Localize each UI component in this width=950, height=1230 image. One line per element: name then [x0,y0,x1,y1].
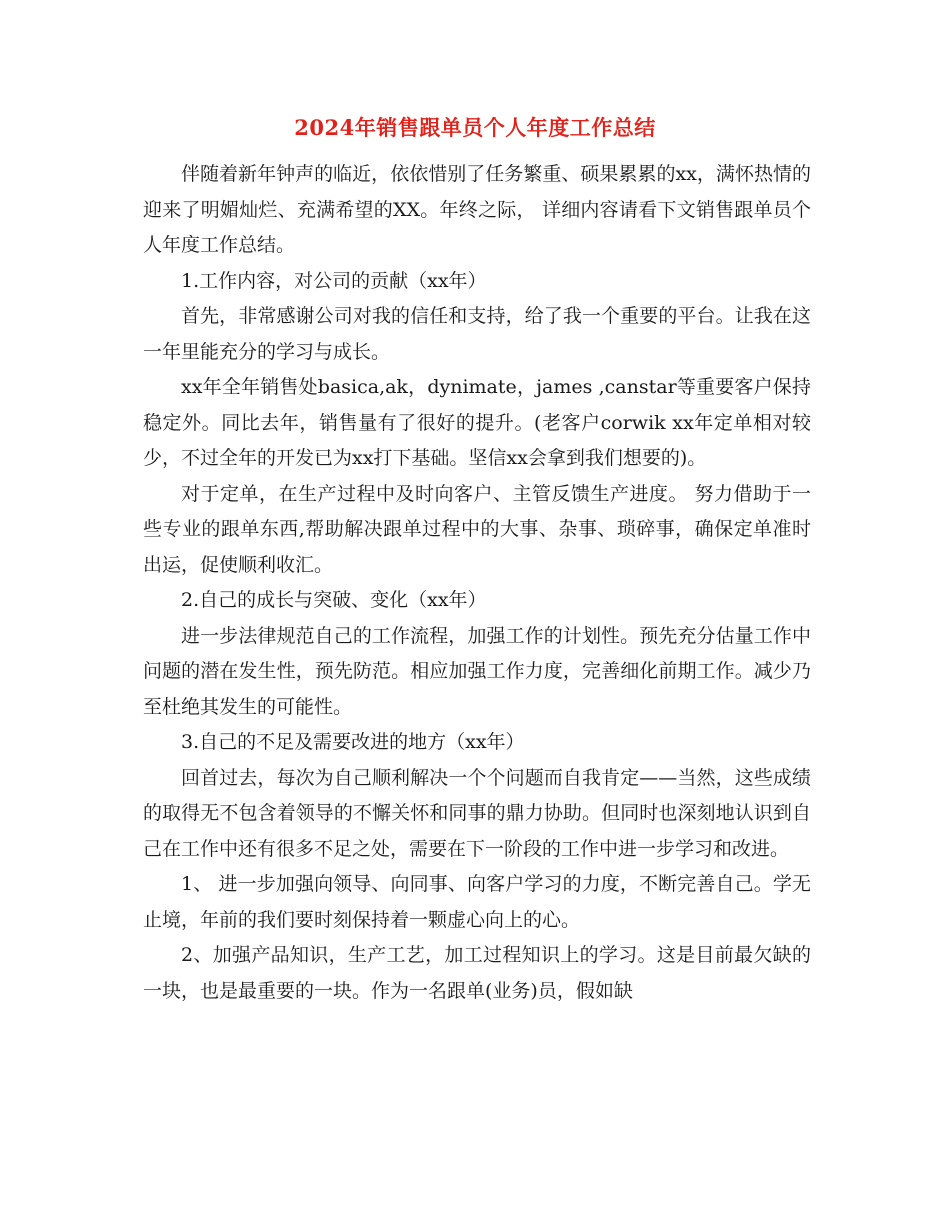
list-item: 1、 进一步加强向领导、向同事、向客户学习的力度，不断完善自己。学无止境，年前的我们要时刻保持着一颗虚心向上的心。 [143,873,811,931]
paragraph: 进一步法律规范自己的工作流程，加强工作的计划性。预先充分估量工作中问题的潜在发生性，预先防范。相应加强工作力度，完善细化前期工作。减少乃至杜绝其发生的可能性。 [143,624,811,718]
paragraph-intro: 伴随着新年钟声的临近，依依惜别了任务繁重、硕果累累的xx，满怀热情的迎来了明媚灿烂、充满希望的XX。年终之际， 详细内容请看下文销售跟单员个人年度工作总结。 [143,163,811,256]
paragraph: 对于定单，在生产过程中及时向客户、主管反馈生产进度。 努力借助于一些专业的跟单东西,帮助解决跟单过程中的大事、杂事、琐碎事，确保定单准时出运，促使顺利收汇。 [143,482,811,576]
document-title: 2024年销售跟单员个人年度工作总结 [294,115,656,140]
list-item: 2、加强产品知识，生产工艺，加工过程知识上的学习。这是目前最欠缺的一块，也是最重要的一块。作为一名跟单(业务)员，假如缺 [143,944,811,1002]
paragraph: 首先，非常感谢公司对我的信任和支持，给了我一个重要的平台。让我在这一年里能充分的学习与成长。 [143,305,811,363]
document-body [143,157,811,1009]
paragraph: xx年全年销售处basica,ak，dynimate，james ,canstar等重要客户保持稳定外。同比去年，销售量有了很好的提升。(老客户corwik xx年定单相对较少，不过全年的开发已为xx打下基础。坚信xx会拿到我们想要的)。 [143,376,811,469]
paragraph: 回首过去，每次为自己顺利解决一个个问题而自我肯定——当然，这些成绩的取得无不包含着领导的不懈关怀和同事的鼎力协助。但同时也深刻地认识到自己在工作中还有很多不足之处，需要在下一阶段的工作中进一步学习和改进。 [143,766,811,860]
section-heading-1: 1.工作内容，对公司的贡献（xx年） [181,269,487,292]
section-heading-2: 2.自己的成长与突破、变化（xx年） [181,589,487,611]
section-heading-3: 3.自己的不足及需要改进的地方（xx年） [181,731,525,753]
